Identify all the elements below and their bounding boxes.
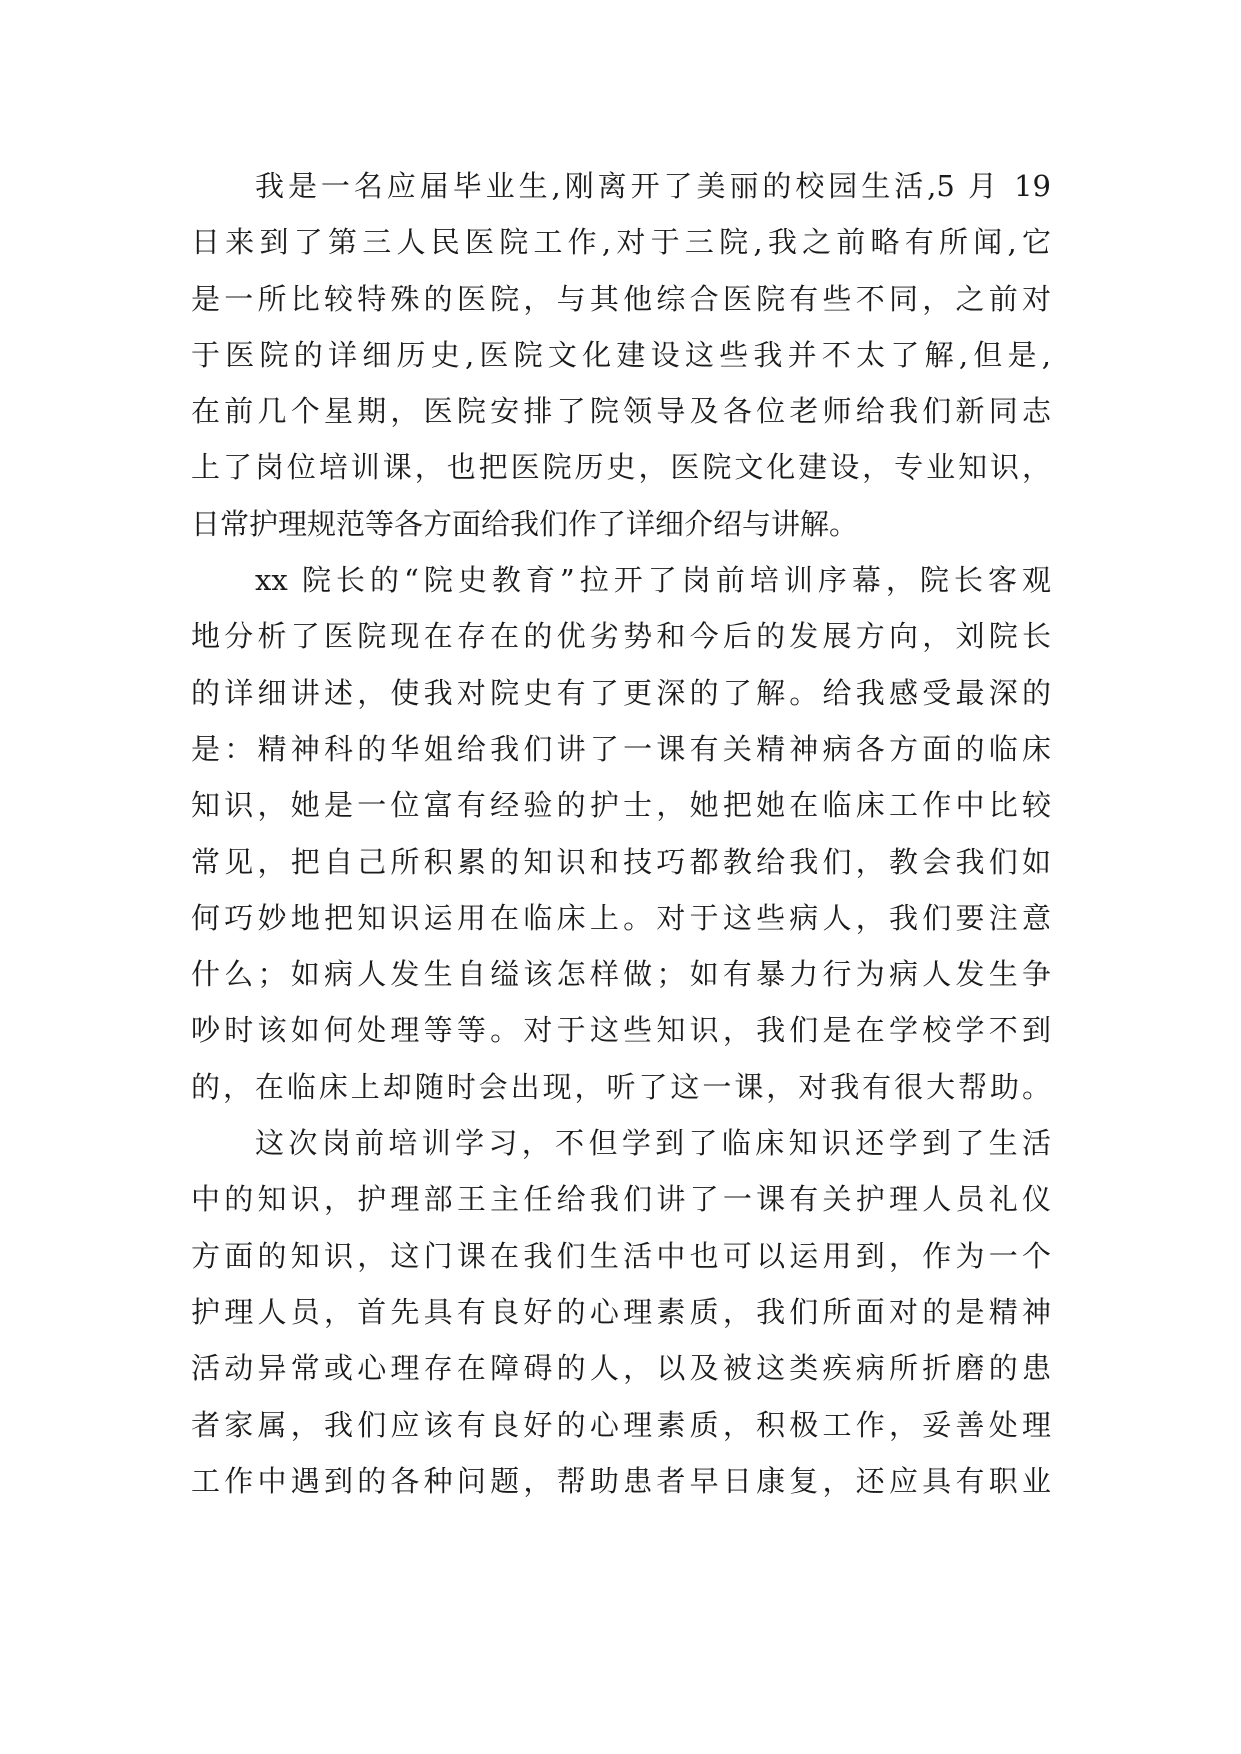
- text-line: 活动异常或心理存在障碍的人，以及被这类疾病所折磨的患: [191, 1351, 1051, 1386]
- paragraph-3: [191, 1115, 1051, 1509]
- paragraph-1: [191, 158, 1051, 552]
- text-line: 于医院的详细历史,医院文化建设这些我并不太了解,但是,: [191, 337, 1051, 372]
- text-line: 护理人员，首先具有良好的心理素质，我们所面对的是精神: [191, 1294, 1051, 1329]
- text-line: 的，在临床上却随时会出现，听了这一课，对我有很大帮助。: [191, 1069, 1051, 1104]
- paragraph-2: [191, 552, 1051, 1115]
- text-line: 日来到了第三人民医院工作,对于三院,我之前略有所闻,它: [191, 225, 1051, 260]
- text-line: 常见，把自己所积累的知识和技巧都教给我们，教会我们如: [191, 844, 1051, 879]
- text-line: 者家属，我们应该有良好的心理素质，积极工作，妥善处理: [191, 1407, 1051, 1442]
- text-line: 这次岗前培训学习，不但学到了临床知识还学到了生活: [255, 1126, 1051, 1161]
- text-line: 的详细讲述，使我对院史有了更深的了解。给我感受最深的: [191, 675, 1051, 710]
- text-line: 上了岗位培训课，也把医院历史，医院文化建设，专业知识，: [191, 450, 1051, 485]
- document-body: [191, 158, 1051, 1509]
- text-line: xx 院长的“院史教育”拉开了岗前培训序幕，院长客观: [255, 563, 1051, 598]
- text-line: 地分析了医院现在存在的优劣势和今后的发展方向，刘院长: [191, 619, 1051, 654]
- text-line: 在前几个星期，医院安排了院领导及各位老师给我们新同志: [191, 394, 1051, 429]
- text-line: 日常护理规范等各方面给我们作了详细介绍与讲解。: [191, 506, 859, 541]
- text-line: 何巧妙地把知识运用在临床上。对于这些病人，我们要注意: [191, 900, 1051, 935]
- text-line: 是：精神科的华姐给我们讲了一课有关精神病各方面的临床: [191, 731, 1051, 766]
- text-line: 方面的知识，这门课在我们生活中也可以运用到，作为一个: [191, 1238, 1051, 1273]
- text-line: 是一所比较特殊的医院，与其他综合医院有些不同，之前对: [191, 281, 1051, 316]
- text-line: 吵时该如何处理等等。对于这些知识，我们是在学校学不到: [191, 1013, 1051, 1048]
- text-line: 知识，她是一位富有经验的护士，她把她在临床工作中比较: [191, 788, 1051, 823]
- text-line: 中的知识，护理部王主任给我们讲了一课有关护理人员礼仪: [191, 1182, 1051, 1217]
- text-line: 工作中遇到的各种问题，帮助患者早日康复，还应具有职业: [191, 1463, 1051, 1498]
- text-line: 什么；如病人发生自缢该怎样做；如有暴力行为病人发生争: [191, 957, 1051, 992]
- text-line: 我是一名应届毕业生,刚离开了美丽的校园生活,5 月 19: [255, 169, 1051, 203]
